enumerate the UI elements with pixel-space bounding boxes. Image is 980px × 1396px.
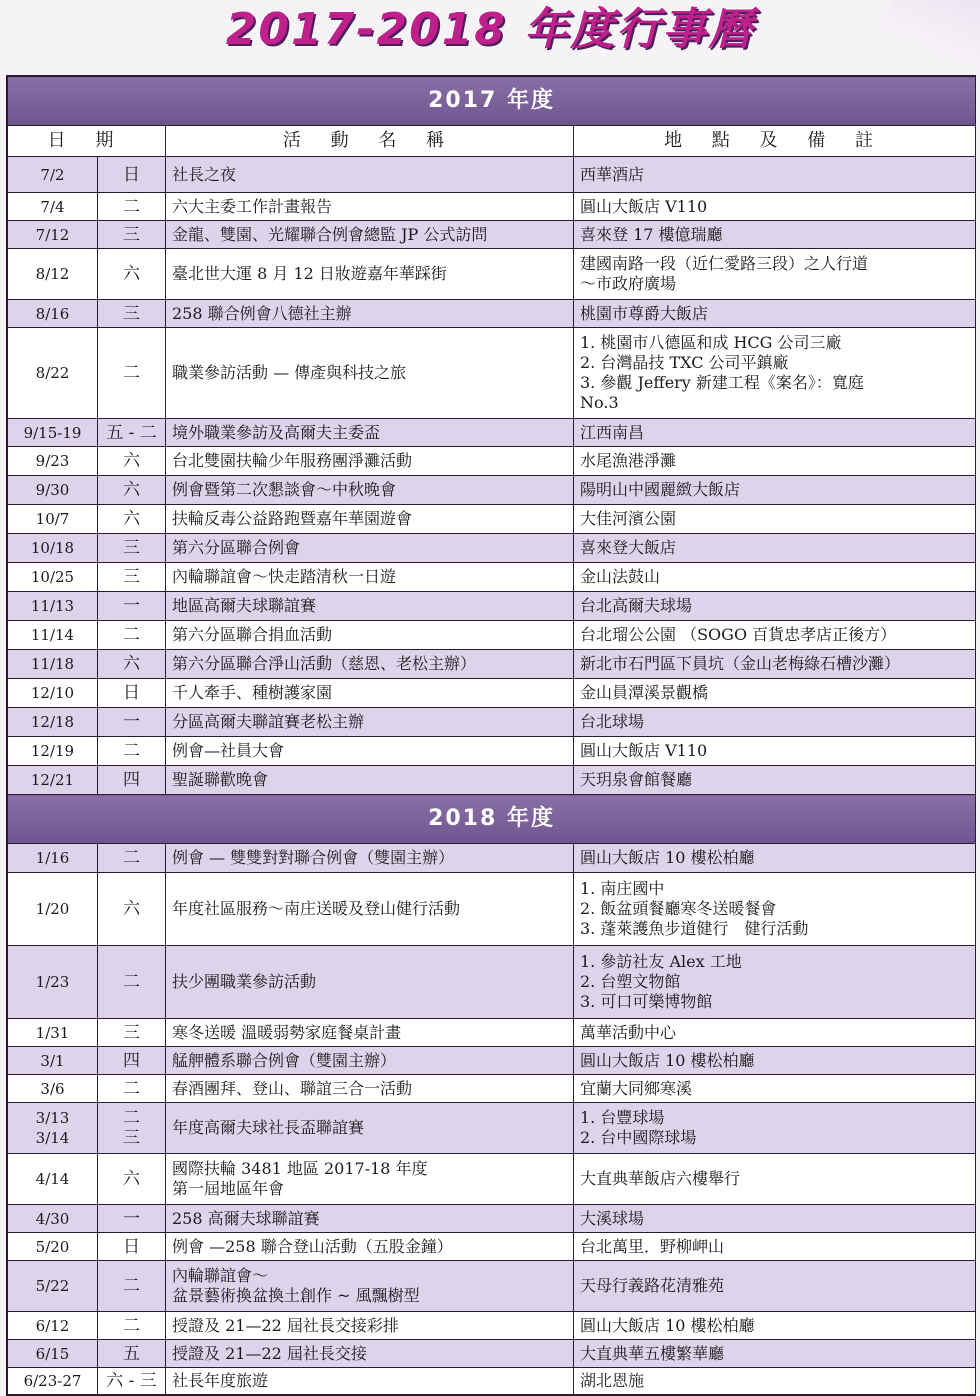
date-cell: 9/23: [8, 447, 98, 476]
activity-line: 社長年度旅遊: [172, 1371, 269, 1390]
location-cell: [574, 708, 976, 737]
weekday-cell: [98, 193, 166, 221]
location-cell: [574, 221, 976, 249]
activity-line: 授證及 21—22 屆社長交接: [172, 1343, 367, 1363]
date-cell: 9/15-19: [8, 419, 98, 447]
activity-line: 年度社區服務～南庄送暖及登山健行活動: [172, 899, 461, 918]
weekday-cell: [98, 1261, 166, 1312]
location-cell: [574, 1340, 976, 1368]
location-line: 3. 蓬萊護魚步道健行 健行活動: [580, 919, 809, 938]
date-cell: 8/22: [8, 328, 98, 419]
date-cell: 8/16: [8, 300, 98, 328]
schedule-table: [7, 76, 976, 1395]
activity-line: 例會暨第二次懇談會～中秋晚會: [172, 480, 397, 499]
location-line: 圓山大飯店 V110: [580, 741, 708, 760]
date-cell: 6/12: [8, 1312, 98, 1340]
activity-line: 258 聯合例會八德社主辦: [172, 303, 352, 323]
weekday-line: 四: [123, 1050, 140, 1071]
weekday-line: 二: [123, 1315, 140, 1336]
location-cell: [574, 679, 976, 708]
date-cell: 6/15: [8, 1340, 98, 1368]
activity-line: 內輪聯誼會～快走踏清秋一日遊: [172, 567, 397, 586]
table-row: [8, 505, 976, 534]
weekday-cell: [98, 621, 166, 650]
activity-cell: [166, 1103, 574, 1154]
activity-cell: [166, 221, 574, 249]
activity-cell: [166, 708, 574, 737]
location-line: 台北瑠公公園 （SOGO 百貨忠孝店正後方）: [580, 625, 897, 644]
weekday-line: 三: [123, 224, 140, 245]
date-cell: 4/14: [8, 1154, 98, 1205]
activity-cell: [166, 563, 574, 592]
weekday-line: 四: [123, 770, 140, 790]
year-header: 2018 年度: [8, 795, 976, 844]
table-row: [8, 328, 976, 419]
activity-cell: [166, 505, 574, 534]
table-row: [8, 157, 976, 193]
weekday-line: 二: [123, 625, 140, 645]
activity-cell: [166, 157, 574, 193]
date-cell: 3/1: [8, 1047, 98, 1075]
schedule-sheet: [6, 75, 976, 1396]
weekday-cell: [98, 1312, 166, 1340]
weekday-line: 五: [123, 1343, 140, 1364]
location-cell: [574, 1154, 976, 1205]
activity-line: 寒冬送暖 溫暖弱勢家庭餐桌計畫: [172, 1022, 402, 1042]
activity-line: 盆景藝術換盆換土創作 ~ 風飄樹型: [172, 1286, 420, 1305]
table-row: [8, 737, 976, 766]
date-cell: 1/23: [8, 946, 98, 1019]
date-cell: 7/2: [8, 157, 98, 193]
table-row: [8, 650, 976, 679]
activity-line: 職業參訪活動 — 傳產與科技之旅: [172, 363, 407, 382]
activity-line: 扶少團職業參訪活動: [172, 972, 317, 991]
location-cell: [574, 844, 976, 873]
date-cell: [8, 1103, 98, 1154]
date-cell: 9/30: [8, 476, 98, 505]
location-cell: [574, 737, 976, 766]
table-row: [8, 1047, 976, 1075]
activity-cell: [166, 1205, 574, 1233]
activity-cell: [166, 1312, 574, 1340]
table-row: [8, 1103, 976, 1154]
weekday-cell: [98, 505, 166, 534]
date-cell: 5/20: [8, 1233, 98, 1261]
date-cell: 11/14: [8, 621, 98, 650]
table-row: [8, 766, 976, 795]
location-line: 大直典華五樓繁華廳: [580, 1343, 725, 1363]
location-cell: [574, 1047, 976, 1075]
page-title: 2017-2018 年度行事曆: [225, 4, 755, 55]
activity-cell: [166, 476, 574, 505]
location-line: 2. 台中國際球場: [580, 1128, 697, 1147]
location-cell: [574, 650, 976, 679]
weekday-cell: [98, 708, 166, 737]
table-row: [8, 1019, 976, 1047]
location-cell: [574, 1312, 976, 1340]
weekday-cell: [98, 300, 166, 328]
weekday-line: 六: [123, 480, 140, 500]
activity-cell: [166, 621, 574, 650]
activity-line: 艋舺體系聯合例會（雙園主辦）: [172, 1050, 397, 1070]
table-row: [8, 592, 976, 621]
weekday-cell: [98, 1075, 166, 1103]
weekday-cell: [98, 946, 166, 1019]
date-cell: 10/7: [8, 505, 98, 534]
date-cell: 11/18: [8, 650, 98, 679]
location-cell: [574, 300, 976, 328]
date-cell: 8/12: [8, 249, 98, 300]
weekday-line: 三: [123, 1022, 140, 1043]
location-line: 圓山大飯店 V110: [580, 196, 708, 216]
table-row: [8, 300, 976, 328]
weekday-line: 日: [123, 683, 140, 703]
date-cell: 7/4: [8, 193, 98, 221]
table-row: [8, 447, 976, 476]
location-line: 天母行義路花清雅苑: [580, 1276, 725, 1295]
weekday-line: 二: [123, 848, 140, 868]
location-cell: [574, 419, 976, 447]
location-line: 金山法鼓山: [580, 567, 661, 586]
location-cell: [574, 249, 976, 300]
weekday-line: 日: [123, 164, 140, 185]
date-cell: 5/22: [8, 1261, 98, 1312]
date-cell: 10/18: [8, 534, 98, 563]
year-header-row: [8, 77, 976, 126]
activity-cell: [166, 946, 574, 1019]
location-line: 1. 南庄國中: [580, 879, 665, 898]
location-line: 水尾漁港淨灘: [580, 451, 677, 470]
activity-cell: [166, 1154, 574, 1205]
location-line: 萬華活動中心: [580, 1022, 677, 1042]
table-row: [8, 563, 976, 592]
location-line: 台北球場: [580, 712, 645, 731]
year-header-row: [8, 795, 976, 844]
weekday-line: 六: [123, 451, 140, 471]
date-cell: 3/6: [8, 1075, 98, 1103]
activity-line: 六大主委工作計畫報告: [172, 196, 333, 216]
location-line: 1. 台豐球場: [580, 1108, 665, 1127]
date-cell: 12/18: [8, 708, 98, 737]
weekday-line: 三: [123, 567, 140, 587]
activity-line: 臺北世大運 8 月 12 日妝遊嘉年華踩街: [172, 264, 447, 283]
activity-line: 內輪聯誼會～: [172, 1266, 269, 1285]
weekday-line: 二: [123, 1276, 140, 1296]
date-cell: 12/19: [8, 737, 98, 766]
location-line: 喜來登 17 樓億瑞廳: [580, 224, 723, 244]
activity-line: 千人牽手、種樹護家園: [172, 683, 333, 702]
location-line: 天玥泉會館餐廳: [580, 770, 693, 789]
location-line: 台北萬里．野柳岬山: [580, 1236, 725, 1256]
weekday-cell: [98, 650, 166, 679]
location-line: 大佳河濱公園: [580, 509, 677, 528]
location-line: 金山員潭溪景觀橋: [580, 683, 709, 702]
activity-line: 金龍、雙園、光耀聯合例會總監 JP 公式訪問: [172, 224, 488, 244]
date-cell: 12/10: [8, 679, 98, 708]
weekday-line: 一: [123, 1208, 140, 1229]
weekday-cell: [98, 1019, 166, 1047]
location-cell: [574, 592, 976, 621]
location-cell: [574, 1075, 976, 1103]
activity-cell: [166, 766, 574, 795]
table-row: [8, 419, 976, 447]
activity-line: 境外職業參訪及高爾夫主委盃: [172, 422, 381, 442]
table-row: [8, 221, 976, 249]
location-cell: [574, 328, 976, 419]
location-line: ～市政府廣場: [580, 274, 677, 293]
activity-line: 地區高爾夫球聯誼賽: [172, 596, 317, 615]
location-line: 3. 參觀 Jeffery 新建工程《案名》：寬庭: [580, 373, 864, 392]
weekday-cell: [98, 679, 166, 708]
activity-cell: [166, 679, 574, 708]
location-cell: [574, 621, 976, 650]
activity-cell: [166, 1019, 574, 1047]
weekday-line: 三: [123, 1128, 140, 1148]
weekday-line: 二: [123, 363, 140, 383]
location-cell: [574, 1368, 976, 1395]
date-cell: 7/12: [8, 221, 98, 249]
activity-cell: [166, 1340, 574, 1368]
activity-cell: [166, 328, 574, 419]
weekday-line: 六: [123, 509, 140, 529]
weekday-line: 三: [123, 303, 140, 324]
table-row: [8, 873, 976, 946]
table-row: [8, 844, 976, 873]
activity-cell: [166, 534, 574, 563]
location-line: 大溪球場: [580, 1208, 645, 1228]
location-line: 2. 飯盆頭餐廳寒冬送暖餐會: [580, 899, 777, 918]
weekday-cell: [98, 737, 166, 766]
date-line: 3/13: [35, 1109, 70, 1127]
table-row: [8, 476, 976, 505]
location-line: 2. 台灣晶技 TXC 公司平鎮廠: [580, 353, 789, 372]
weekday-line: 二: [123, 1108, 140, 1128]
table-row: [8, 1261, 976, 1312]
location-cell: [574, 873, 976, 946]
weekday-cell: [98, 1103, 166, 1154]
date-cell: 1/31: [8, 1019, 98, 1047]
weekday-cell: [98, 1154, 166, 1205]
location-line: 大直典華飯店六樓舉行: [580, 1169, 741, 1188]
activity-cell: [166, 249, 574, 300]
date-cell: 11/13: [8, 592, 98, 621]
weekday-cell: [98, 1233, 166, 1261]
weekday-cell: [98, 1340, 166, 1368]
weekday-cell: [98, 844, 166, 873]
activity-cell: [166, 650, 574, 679]
table-row: [8, 193, 976, 221]
location-cell: [574, 1233, 976, 1261]
location-cell: [574, 447, 976, 476]
activity-line: 扶輪反毒公益路跑暨嘉年華園遊會: [172, 509, 413, 528]
weekday-cell: [98, 157, 166, 193]
location-cell: [574, 1205, 976, 1233]
location-line: 圓山大飯店 10 樓松柏廳: [580, 1050, 755, 1070]
table-row: [8, 946, 976, 1019]
column-header-location: 地 點 及 備 註: [574, 126, 976, 157]
activity-line: 第六分區聯合例會: [172, 538, 301, 557]
weekday-line: 二: [123, 196, 140, 217]
weekday-cell: [98, 328, 166, 419]
weekday-cell: [98, 249, 166, 300]
location-line: 喜來登大飯店: [580, 538, 677, 557]
location-cell: [574, 534, 976, 563]
weekday-line: 一: [123, 596, 140, 616]
date-cell: 6/23-27: [8, 1368, 98, 1395]
date-cell: 1/16: [8, 844, 98, 873]
table-row: [8, 1075, 976, 1103]
location-line: 湖北恩施: [580, 1371, 645, 1390]
activity-line: 台北雙園扶輪少年服務團淨灘活動: [172, 451, 413, 470]
table-row: [8, 679, 976, 708]
table-row: [8, 621, 976, 650]
column-header-row: [8, 126, 976, 157]
weekday-cell: [98, 1047, 166, 1075]
date-cell: 1/20: [8, 873, 98, 946]
location-line: 建國南路一段（近仁愛路三段）之人行道: [580, 254, 869, 273]
activity-cell: [166, 1368, 574, 1395]
weekday-line: 二: [123, 972, 140, 992]
date-cell: 12/21: [8, 766, 98, 795]
table-row: [8, 1154, 976, 1205]
weekday-cell: [98, 1205, 166, 1233]
weekday-cell: [98, 419, 166, 447]
weekday-cell: [98, 447, 166, 476]
activity-cell: [166, 1233, 574, 1261]
weekday-line: 五 - 二: [106, 422, 157, 443]
table-row: [8, 1368, 976, 1395]
activity-line: 第六分區聯合淨山活動（慈恩、老松主辦）: [172, 654, 477, 673]
location-line: 圓山大飯店 10 樓松柏廳: [580, 848, 755, 867]
weekday-line: 二: [123, 741, 140, 761]
location-cell: [574, 1261, 976, 1312]
location-line: 3. 可口可樂博物館: [580, 992, 713, 1011]
location-line: 宜蘭大同鄉寒溪: [580, 1078, 693, 1098]
activity-cell: [166, 447, 574, 476]
table-row: [8, 1312, 976, 1340]
weekday-line: 六: [123, 1169, 140, 1189]
location-line: 陽明山中國麗緻大飯店: [580, 480, 741, 499]
activity-cell: [166, 737, 574, 766]
activity-cell: [166, 419, 574, 447]
activity-line: 聖誕聯歡晚會: [172, 770, 269, 789]
activity-line: 258 高爾夫球聯誼賽: [172, 1208, 320, 1228]
date-cell: 10/25: [8, 563, 98, 592]
activity-line: 授證及 21—22 屆社長交接彩排: [172, 1315, 399, 1335]
weekday-cell: [98, 221, 166, 249]
location-line: 西華酒店: [580, 164, 645, 184]
date-cell: 4/30: [8, 1205, 98, 1233]
activity-line: 分區高爾夫聯誼賽老松主辦: [172, 712, 365, 731]
activity-line: 春酒團拜、登山、聯誼三合一活動: [172, 1078, 413, 1098]
location-line: 1. 參訪社友 Alex 工地: [580, 952, 742, 971]
weekday-line: 二: [123, 1078, 140, 1099]
location-line: 台北高爾夫球場: [580, 596, 693, 615]
column-header-date: 日 期: [8, 126, 166, 157]
location-line: 新北市石門區下員坑（金山老梅綠石槽沙灘）: [580, 654, 901, 673]
year-header: 2017 年度: [8, 77, 976, 126]
weekday-cell: [98, 766, 166, 795]
location-line: 1. 桃園市八德區和成 HCG 公司三廠: [580, 333, 842, 352]
weekday-cell: [98, 873, 166, 946]
activity-cell: [166, 873, 574, 946]
table-row: [8, 1340, 976, 1368]
activity-cell: [166, 1075, 574, 1103]
column-header-activity: 活 動 名 稱: [166, 126, 574, 157]
location-cell: [574, 1019, 976, 1047]
activity-cell: [166, 844, 574, 873]
activity-cell: [166, 1261, 574, 1312]
weekday-line: 三: [123, 538, 140, 558]
location-cell: [574, 563, 976, 592]
table-row: [8, 534, 976, 563]
activity-line: 國際扶輪 3481 地區 2017-18 年度: [172, 1159, 428, 1178]
location-cell: [574, 505, 976, 534]
activity-line: 例會 — 雙雙對對聯合例會（雙園主辦）: [172, 848, 455, 867]
weekday-cell: [98, 592, 166, 621]
table-row: [8, 249, 976, 300]
weekday-cell: [98, 476, 166, 505]
weekday-cell: [98, 563, 166, 592]
location-line: 2. 台塑文物館: [580, 972, 681, 991]
activity-cell: [166, 300, 574, 328]
weekday-line: 六: [123, 654, 140, 674]
activity-cell: [166, 1047, 574, 1075]
weekday-line: 一: [123, 712, 140, 732]
table-row: [8, 708, 976, 737]
location-cell: [574, 157, 976, 193]
location-cell: [574, 193, 976, 221]
activity-line: 例會—社員大會: [172, 741, 285, 760]
location-line: 江西南昌: [580, 422, 645, 442]
weekday-line: 日: [123, 1236, 140, 1257]
table-row: [8, 1205, 976, 1233]
activity-line: 例會 —258 聯合登山活動（五股金鐘）: [172, 1236, 453, 1256]
date-line: 3/14: [35, 1129, 70, 1147]
activity-line: 社長之夜: [172, 164, 237, 184]
activity-cell: [166, 193, 574, 221]
location-line: 圓山大飯店 10 樓松柏廳: [580, 1315, 755, 1335]
table-row: [8, 1233, 976, 1261]
activity-line: 第六分區聯合捐血活動: [172, 625, 333, 644]
location-cell: [574, 946, 976, 1019]
weekday-line: 六 - 三: [106, 1371, 157, 1391]
location-cell: [574, 476, 976, 505]
weekday-cell: [98, 534, 166, 563]
activity-line: 第一屆地區年會: [172, 1179, 285, 1198]
weekday-line: 六: [123, 264, 140, 284]
location-line: No.3: [580, 393, 619, 412]
activity-cell: [166, 592, 574, 621]
weekday-cell: [98, 1368, 166, 1395]
location-cell: [574, 1103, 976, 1154]
location-line: 桃園市尊爵大飯店: [580, 303, 709, 323]
weekday-line: 六: [123, 899, 140, 919]
activity-line: 年度高爾夫球社長盃聯誼賽: [172, 1118, 365, 1137]
location-cell: [574, 766, 976, 795]
